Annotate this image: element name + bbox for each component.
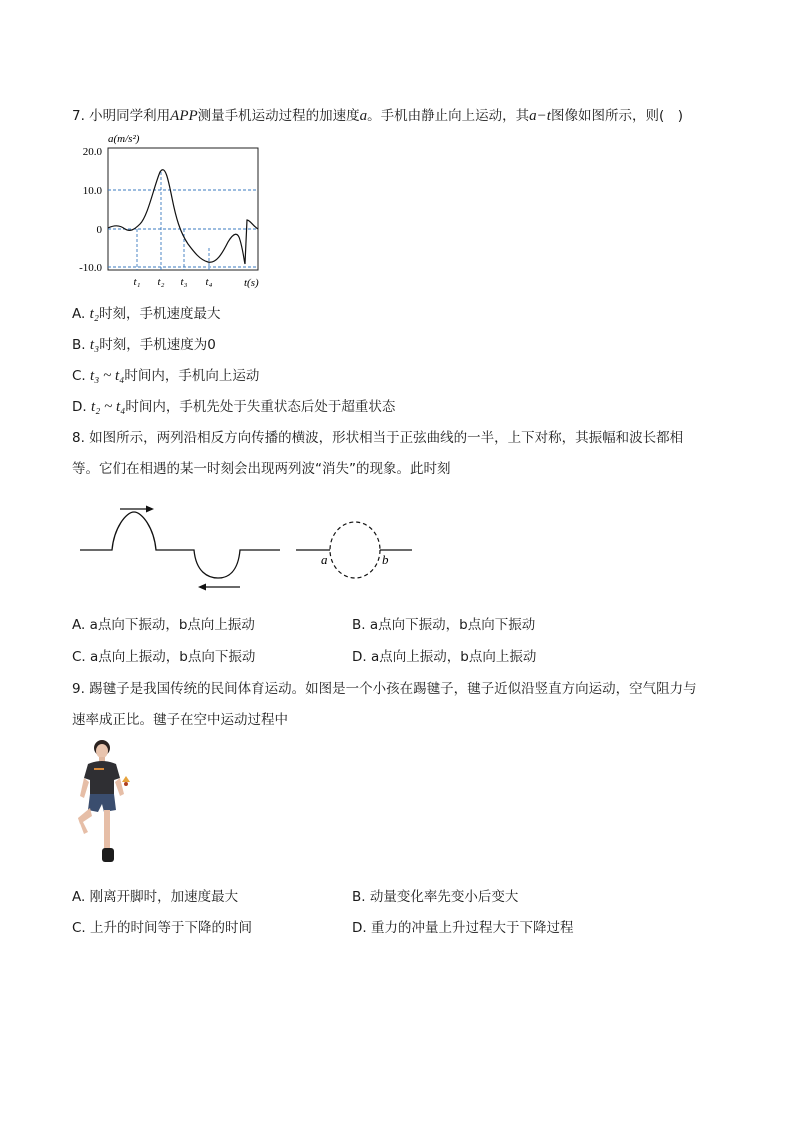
q8-stem-line1: 8. 如图所示，两列沿相反方向传播的横波，形状相当于正弦曲线的一半，上下对称，其振幅和波长都相: [72, 430, 684, 446]
acceleration-curve: [108, 170, 258, 264]
q7-stem: 7. 小明同学利用APP测量手机运动过程的加速度a。手机由静止向上运动，其a−t图像如图所示，则( ): [72, 108, 684, 124]
q7-option-d[interactable]: D. t₂ ~ t₄时间内，手机先处于失重状态后处于超重状态: [72, 399, 396, 415]
q7-option-c[interactable]: C. t₃ ~ t₄时间内，手机向上运动: [72, 368, 260, 384]
t3-label: t₃: [180, 276, 188, 288]
dashed-superposition: [330, 522, 380, 578]
q7-option-b[interactable]: B. t₃时刻，手机速度为0: [72, 337, 216, 353]
q9-option-c[interactable]: C. 上升的时间等于下降的时间: [72, 920, 253, 936]
q9-option-a[interactable]: A. 刚离开脚时，加速度最大: [72, 889, 239, 905]
q9-option-d[interactable]: D. 重力的冲量上升过程大于下降过程: [352, 920, 574, 936]
point-a-label: a: [321, 552, 328, 567]
q8-option-c[interactable]: C. a点向上振动，b点向下振动: [72, 649, 256, 665]
y-tick-minus10: -10.0: [79, 262, 102, 274]
q9-option-b[interactable]: B. 动量变化率先变小后变大: [352, 889, 519, 905]
point-b-label: b: [382, 552, 389, 567]
t2-label: t₂: [157, 276, 165, 288]
y-tick-10: 10.0: [82, 185, 102, 197]
q7-acceleration-graph: [70, 128, 270, 290]
q8-stem-line2: 等。它们在相遇的某一时刻会出现两列波“消失”的现象。此时刻: [72, 461, 451, 477]
q8-option-a[interactable]: A. a点向下振动，b点向上振动: [72, 617, 255, 633]
t1-label: t₁: [133, 276, 141, 288]
t4-label: t₄: [205, 276, 213, 288]
q7-option-a[interactable]: A. t₂时刻，手机速度最大: [72, 306, 221, 322]
q8-option-d[interactable]: D. a点向上振动，b点向上振动: [352, 649, 537, 665]
y-tick-20: 20.0: [82, 146, 102, 158]
y-axis-label: a(m/s²): [108, 133, 140, 145]
x-axis-label: t(s): [244, 277, 259, 289]
arrow-right-head-icon: [146, 506, 154, 513]
girl-kicking-shuttlecock-image: [70, 738, 136, 872]
q9-stem-line1: 9. 踢毽子是我国传统的民间体育运动。如图是一个小孩在踢毽子，毽子近似沿竖直方向运动，空气阻力与: [72, 681, 697, 697]
q9-stem-line2: 速率成正比。毽子在空中运动过程中: [72, 712, 288, 728]
q8-wave-diagram: [78, 500, 418, 596]
traveling-waves: [80, 512, 280, 578]
y-tick-0: 0: [96, 224, 102, 236]
q8-option-b[interactable]: B. a点向下振动，b点向下振动: [352, 617, 536, 633]
arrow-left-head-icon: [198, 584, 206, 591]
graph-frame: [108, 148, 258, 270]
